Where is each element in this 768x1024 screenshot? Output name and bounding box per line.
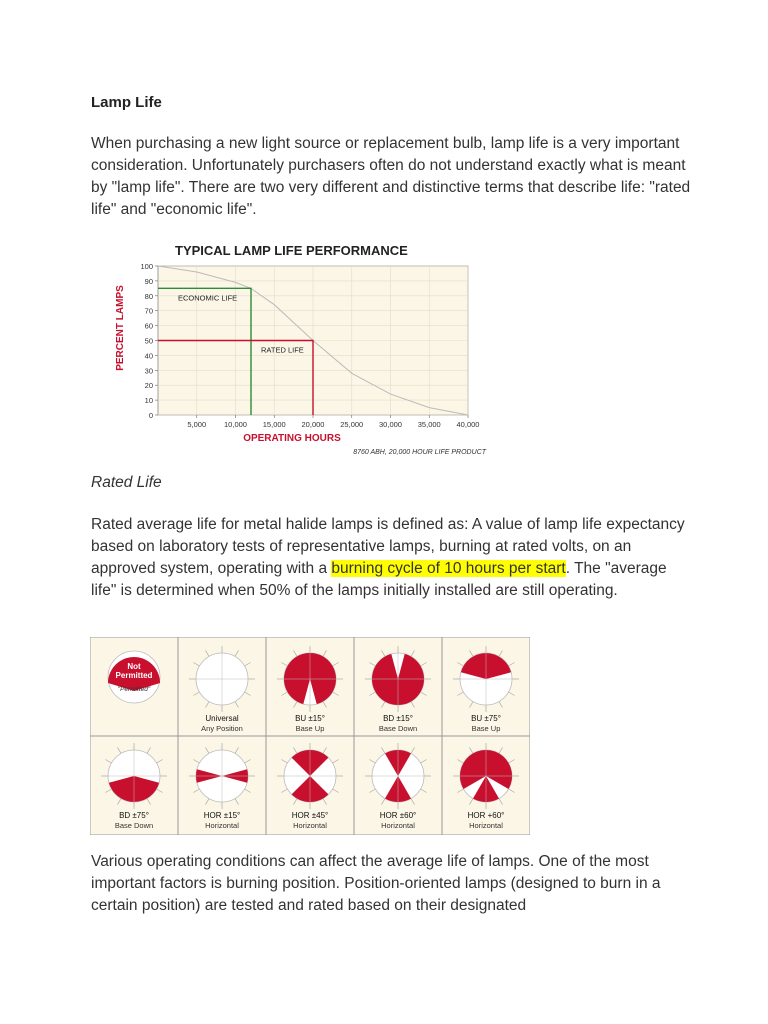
position-code-label: BU ±75°: [471, 714, 501, 723]
position-desc-label: Horizontal: [469, 821, 503, 830]
chart-note: 8760 ABH, 20,000 HOUR LIFE PRODUCT: [353, 449, 486, 456]
position-desc-label: Horizontal: [293, 821, 327, 830]
position-code-label: HOR ±60°: [379, 811, 417, 820]
chart-ylabel: PERCENT LAMPS: [115, 285, 126, 371]
position-code-label: HOR ±15°: [203, 811, 241, 820]
chart-title: TYPICAL LAMP LIFE PERFORMANCE: [175, 243, 408, 258]
page-title: Lamp Life: [91, 94, 162, 111]
position-code-label: BU ±15°: [295, 714, 325, 723]
position-code-label: BD ±15°: [383, 714, 413, 723]
y-tick-label: 70: [144, 306, 153, 316]
rated-text-before: Rated average life for metal halide lamps is defined as: A value of lamp life expectancy based on laboratory tests of representative lamps, burning at rated volts, on an approved system, operating with a: [91, 516, 685, 577]
intro-paragraph: When purchasing a new light source or replacement bulb, lamp life is a very important consideration. Unfortunately purchasers often do not understand exactly what is meant by "lamp life". There are two very different and distinctive terms that describe life: "rated life" and "economic life".: [91, 135, 691, 218]
y-tick-label: 80: [144, 291, 153, 301]
highlighted-text: burning cycle of 10 hours per start: [331, 560, 566, 577]
rated-life-label: RATED LIFE: [261, 345, 304, 355]
y-tick-label: 20: [144, 381, 153, 391]
position-code-label: Universal: [205, 714, 239, 723]
y-tick-label: 100: [140, 262, 153, 271]
y-tick-label: 30: [144, 366, 153, 376]
x-tick-label: 35,000: [417, 420, 441, 429]
burning-positions-table: [90, 637, 530, 835]
position-desc-label: Horizontal: [205, 821, 239, 830]
x-tick-label: 40,000: [456, 420, 480, 429]
position-code-label: HOR +60°: [467, 811, 505, 820]
not-label: Not: [127, 662, 141, 671]
lamp-life-chart: [100, 238, 490, 458]
rated-life-heading: Rated Life: [91, 474, 162, 491]
x-tick-label: 20,000: [301, 420, 325, 429]
chart-plot-area: [140, 262, 479, 429]
y-tick-label: 0: [148, 411, 153, 420]
x-tick-label: 30,000: [379, 420, 402, 429]
permitted-label: Permitted: [115, 671, 153, 680]
y-tick-label: 10: [144, 396, 153, 406]
position-desc-label: Base Up: [295, 724, 325, 733]
position-desc-label: Any Position: [201, 724, 243, 733]
position-desc-label: Base Down: [114, 821, 154, 830]
x-tick-label: 15,000: [262, 420, 286, 429]
closing-paragraph: Various operating conditions can affect the average life of lamps. One of the most important factors is burning position. Position-oriented lamps (designed to burn in a certain position) are tested and rated based on their designated: [91, 853, 661, 914]
rated-text-after: . The "average life" is determined when 50% of the lamps initially installed are still operating.: [91, 560, 667, 599]
position-desc-label: Base Up: [471, 724, 501, 733]
position-desc-label: Horizontal: [381, 821, 415, 830]
x-tick-label: 5,000: [187, 420, 207, 429]
y-tick-label: 90: [144, 276, 153, 286]
chart-xlabel: OPERATING HOURS: [243, 433, 341, 444]
permitted-sub-label: "Permitted": [117, 686, 151, 693]
y-tick-label: 50: [144, 336, 153, 346]
y-tick-label: 60: [144, 321, 153, 331]
position-code-label: BD ±75°: [119, 811, 149, 820]
x-tick-label: 25,000: [340, 420, 364, 429]
position-code-label: HOR ±45°: [291, 811, 329, 820]
economic-life-label: ECONOMIC LIFE: [178, 293, 238, 303]
x-tick-label: 10,000: [224, 420, 247, 429]
y-tick-label: 40: [144, 351, 153, 361]
rated-life-paragraph: [91, 514, 691, 602]
position-desc-label: Base Down: [378, 724, 418, 733]
